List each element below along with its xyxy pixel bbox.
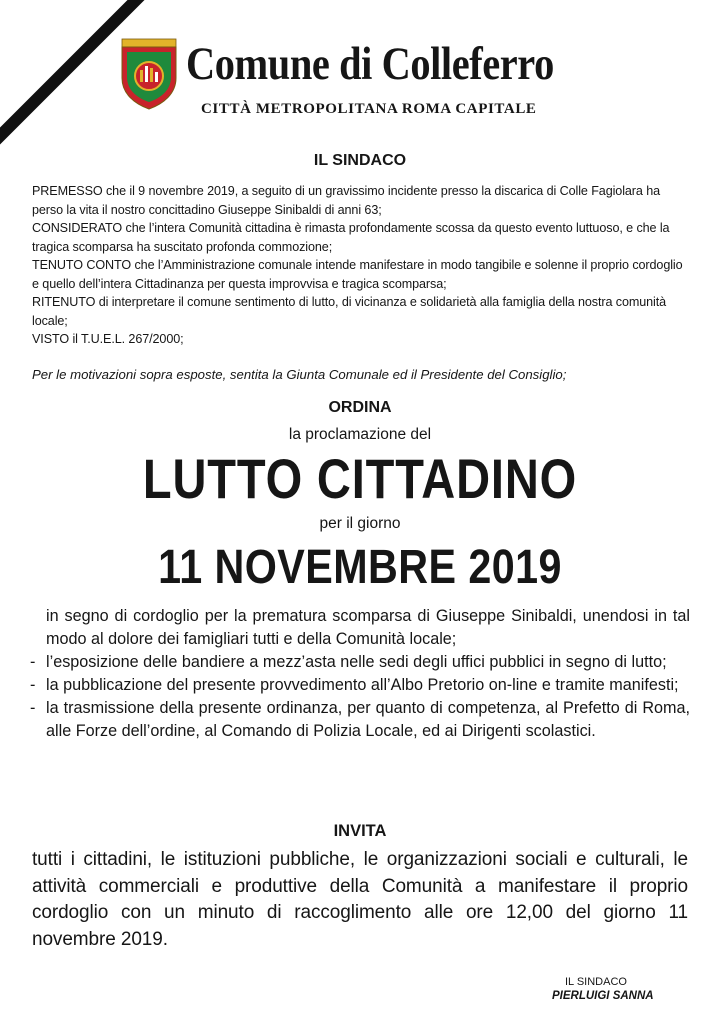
premises-block: [32, 182, 692, 349]
proclamation-intro: la proclamazione del: [288, 426, 432, 443]
order-item: [30, 674, 690, 697]
invita-heading: INVITA: [333, 822, 387, 840]
municipality-subtitle: CITTÀ METROPOLITANA ROMA CAPITALE: [201, 101, 537, 117]
order-item: [30, 605, 690, 651]
premise-paragraph: VISTO il T.U.E.L. 267/2000;: [32, 332, 184, 346]
invita-text: tutti i cittadini, le istituzioni pubbliche, le organizzazioni sociali e culturali, le attività commerciali e produttive della Comunità a manifestare il proprio cordoglio con un minuto di raccoglimento alle ore 12,00 del giorno 11 novembre 2019.: [32, 849, 688, 950]
signature-role: IL SINDACO: [565, 976, 627, 988]
signature-name: PIERLUIGI SANNA: [552, 990, 654, 1002]
motivation-line: Per le motivazioni sopra esposte, sentita la Giunta Comunale ed il Presidente del Consiglio;: [32, 367, 567, 382]
ordina-heading: ORDINA: [328, 399, 392, 416]
day-intro: per il giorno: [319, 515, 401, 532]
sindaco-heading: IL SINDACO: [313, 152, 407, 169]
order-item: [30, 697, 690, 743]
municipality-title: Comune di Colleferro: [186, 38, 554, 90]
lutto-cittadino-title: LUTTO CITTADINO: [142, 447, 578, 510]
order-item-dash: -: [30, 699, 36, 717]
mourning-date-title: 11 NOVEMBRE 2019: [158, 541, 562, 594]
order-item-dash: -: [30, 676, 36, 694]
order-item-text: la pubblicazione del presente provvedimento all’Albo Pretorio on-line e tramite manifesti;: [46, 676, 679, 694]
premise-paragraph: RITENUTO di interpretare il comune sentimento di lutto, di vicinanza e solidarietà alla famiglia della nostra comunità locale;: [32, 295, 667, 328]
order-list: [30, 605, 690, 743]
order-item-dash: [30, 605, 46, 651]
premise-paragraph: TENUTO CONTO che l’Amministrazione comunale intende manifestare in modo tangibile e solenne il proprio cordoglio e quello dell’intera Cittadinanza per questa improvvisa e tragica scomparsa;: [32, 258, 683, 291]
order-item-text: l’esposizione delle bandiere a mezz’asta nelle sedi degli uffici pubblici in segno di lutto;: [46, 653, 667, 671]
order-item-text: in segno di cordoglio per la prematura scomparsa di Giuseppe Sinibaldi, unendosi in tal modo al dolore dei famigliari tutti e della Comunità locale;: [46, 607, 690, 648]
premise-paragraph: PREMESSO che il 9 novembre 2019, a seguito di un gravissimo incidente presso la discarica di Colle Fagiolara ha perso la vita il nostro concittadino Giuseppe Sinibaldi di anni 63;: [32, 184, 661, 217]
order-item-dash: -: [30, 653, 36, 671]
order-item: [30, 651, 690, 674]
order-item-text: la trasmissione della presente ordinanza, per quanto di competenza, al Prefetto di Roma, alle Forze dell’ordine, al Comando di Polizia Locale, ed ai Dirigenti scolastici.: [46, 699, 690, 740]
municipal-crest-icon: [121, 38, 177, 110]
premise-paragraph: CONSIDERATO che l’intera Comunità cittadina è rimasta profondamente scossa da questo evento luttuoso, e che la tragica scomparsa ha suscitato profonda commozione;: [32, 221, 670, 254]
